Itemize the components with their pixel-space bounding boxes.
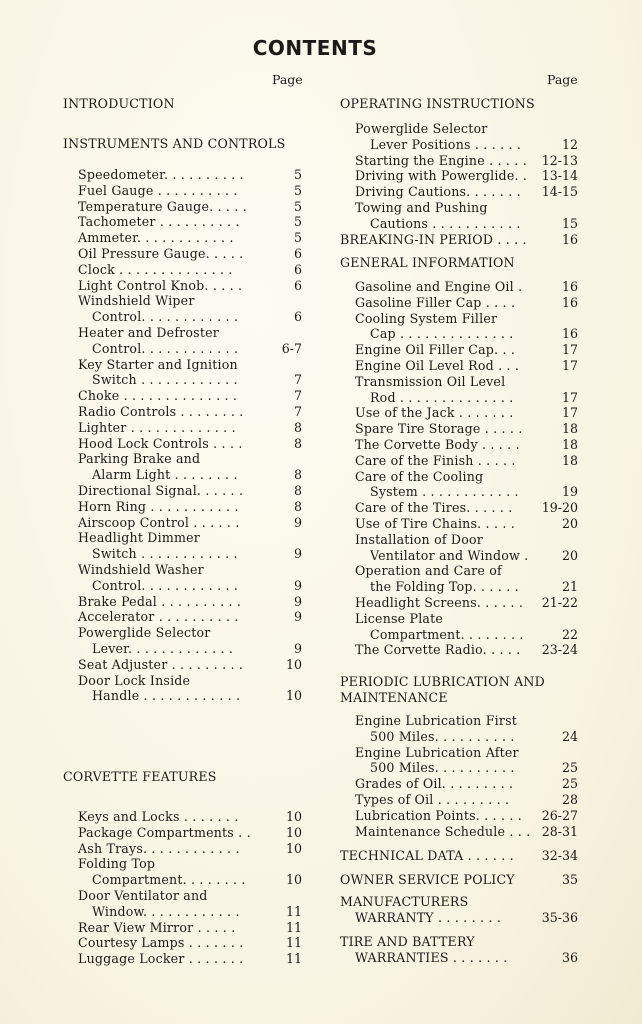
toc-entry: Starting the Engine . . . . .: [355, 152, 527, 168]
toc-entry: Choke . . . . . . . . . . . . . .: [78, 388, 238, 404]
section-heading: WARRANTY . . . . . . . .: [355, 909, 502, 925]
page-number: 5: [293, 214, 302, 230]
toc-entry-continuation: Control. . . . . . . . . . . .: [92, 340, 239, 356]
toc-entry-continuation: Compartment. . . . . . . .: [370, 626, 524, 642]
page-number: 6: [293, 277, 302, 293]
page-number: 10: [285, 840, 302, 856]
toc-entry-continuation: Cautions . . . . . . . . . . .: [370, 215, 521, 231]
toc-entry: Fuel Gauge . . . . . . . . . .: [78, 182, 238, 198]
section-heading: OPERATING INSTRUCTIONS: [340, 96, 535, 111]
page-number: 18: [561, 421, 578, 437]
page-number: 13-14: [541, 168, 578, 184]
section-heading: TECHNICAL DATA . . . . . .: [340, 848, 514, 863]
section-heading: INTRODUCTION: [63, 96, 175, 111]
page-number: 23-24: [541, 642, 578, 658]
page-column-header-left: Page: [272, 72, 303, 87]
page-number: 16: [561, 294, 578, 310]
toc-entry: Lubrication Points. . . . . .: [355, 807, 522, 823]
page-number: 22: [561, 626, 578, 642]
page-number: 11: [285, 951, 302, 967]
section-heading: TIRE AND BATTERY: [340, 934, 475, 949]
page-number: 11: [285, 919, 302, 935]
toc-entry: Driving with Powerglide. .: [355, 168, 528, 184]
toc-entry: Powerglide Selector: [78, 625, 211, 641]
toc-entry-continuation: System . . . . . . . . . . . .: [370, 484, 519, 500]
page-number: 21-22: [541, 595, 578, 610]
page-number: 7: [293, 388, 302, 404]
toc-entry: Driving Cautions. . . . . . .: [355, 184, 521, 200]
section-heading: GENERAL INFORMATION: [340, 255, 515, 270]
toc-entry: Tachometer . . . . . . . . . .: [78, 214, 240, 230]
page-number: 6-7: [281, 340, 302, 356]
toc-entry: Use of the Jack . . . . . . .: [355, 405, 514, 421]
toc-entry-continuation: Cap . . . . . . . . . . . . . .: [370, 326, 514, 342]
page-column-header-right: Page: [547, 72, 578, 87]
page-number: 8: [293, 419, 302, 435]
toc-entry-continuation: 500 Miles. . . . . . . . . .: [370, 760, 515, 776]
toc-entry: The Corvette Radio. . . . .: [355, 642, 521, 658]
toc-entry: Headlight Screens. . . . . .: [355, 595, 524, 610]
page-number: 25: [561, 760, 578, 776]
toc-entry-continuation: Compartment. . . . . . . .: [92, 872, 246, 888]
toc-entry: Cooling System Filler: [355, 310, 498, 326]
toc-entry-continuation: Alarm Light . . . . . . . .: [92, 467, 238, 483]
page-number: 16: [561, 279, 578, 294]
toc-entry: Headlight Dimmer: [78, 530, 200, 546]
page-number: 11: [285, 903, 302, 919]
toc-entry: Towing and Pushing: [355, 200, 488, 215]
page-number: 36: [561, 949, 578, 965]
page-number: 28-31: [541, 823, 578, 839]
page-number: 8: [293, 498, 302, 514]
toc-entry: Rear View Mirror . . . . .: [78, 919, 236, 935]
page-number: 17: [561, 389, 578, 405]
toc-entry: Ash Trays. . . . . . . . . . . .: [78, 840, 240, 856]
toc-entry: Maintenance Schedule . . .: [355, 823, 531, 839]
toc-entry: Accelerator . . . . . . . . . .: [78, 609, 239, 625]
toc-entry: Engine Oil Level Rod . . .: [355, 358, 520, 373]
toc-entry: Engine Lubrication After: [355, 744, 519, 760]
toc-entry: Operation and Care of: [355, 563, 502, 579]
page-number: 9: [293, 514, 302, 530]
toc-entry: Spare Tire Storage . . . . .: [355, 421, 523, 437]
toc-entry: Door Ventilator and: [78, 888, 208, 903]
toc-entry: Folding Top: [78, 856, 156, 872]
toc-entry-continuation: the Folding Top. . . . . .: [370, 579, 519, 595]
toc-entry: Windshield Wiper: [78, 293, 195, 309]
toc-entry-continuation: Ventilator and Window .: [370, 547, 529, 563]
page-number: 17: [561, 405, 578, 421]
page-number: 16: [561, 326, 578, 342]
page-number: 12-13: [541, 152, 578, 168]
toc-entry: Parking Brake and: [78, 451, 201, 467]
page-number: 9: [293, 609, 302, 625]
toc-entry: Transmission Oil Level: [355, 373, 506, 389]
toc-entry: Keys and Locks . . . . . . .: [78, 809, 239, 824]
page-number: 21: [561, 579, 578, 595]
section-heading: WARRANTIES . . . . . . .: [355, 949, 508, 965]
page-number: 6: [293, 261, 302, 277]
toc-entry: Gasoline Filler Cap . . . .: [355, 294, 516, 310]
page-number: 14-15: [541, 184, 578, 200]
section-heading: MANUFACTURERS: [340, 894, 469, 909]
toc-entry: Care of the Tires. . . . . .: [355, 500, 513, 516]
page-number: 10: [285, 809, 302, 824]
page-number: 20: [561, 547, 578, 563]
page-number: 24: [561, 728, 578, 744]
page-number: 9: [293, 546, 302, 562]
page-number: 6: [293, 246, 302, 261]
page-title: CONTENTS: [252, 36, 378, 60]
page-number: 19: [561, 484, 578, 500]
page-number: 19-20: [541, 500, 578, 516]
section-heading: INSTRUMENTS AND CONTROLS: [63, 136, 286, 151]
toc-entry-continuation: 500 Miles. . . . . . . . . .: [370, 728, 515, 744]
toc-entry: Powerglide Selector: [355, 121, 488, 136]
page-number: 26-27: [541, 807, 578, 823]
toc-entry: Oil Pressure Gauge. . . . .: [78, 246, 244, 261]
toc-entry: Hood Lock Controls . . . .: [78, 435, 243, 451]
page-number: 10: [285, 872, 302, 888]
toc-entry: Lighter . . . . . . . . . . . . .: [78, 419, 236, 435]
page-number: 15: [561, 215, 578, 231]
toc-entry: Care of the Finish . . . . .: [355, 452, 516, 468]
toc-entry: Radio Controls . . . . . . . .: [78, 404, 244, 419]
toc-entry: The Corvette Body . . . . .: [355, 437, 520, 452]
toc-entry-continuation: Window. . . . . . . . . . . .: [92, 903, 240, 919]
toc-entry: Temperature Gauge. . . . .: [78, 198, 247, 214]
toc-entry: Door Lock Inside: [78, 672, 191, 688]
page-number: 9: [293, 577, 302, 593]
page-number: 17: [561, 342, 578, 358]
toc-entry: License Plate: [355, 610, 444, 626]
page-number: 7: [293, 372, 302, 388]
toc-entry: Horn Ring . . . . . . . . . . .: [78, 498, 239, 514]
page-number: 8: [293, 483, 302, 498]
section-heading: MAINTENANCE: [340, 689, 448, 705]
page-number: 9: [293, 593, 302, 609]
page-number: 8: [293, 467, 302, 483]
toc-entry: Windshield Washer: [78, 562, 204, 577]
toc-entry: Speedometer. . . . . . . . . .: [78, 167, 244, 182]
toc-entry: Gasoline and Engine Oil .: [355, 279, 523, 294]
toc-entry: Types of Oil . . . . . . . . .: [355, 792, 510, 807]
toc-entry: Airscoop Control . . . . . .: [78, 514, 240, 530]
page-number: 9: [293, 641, 302, 656]
toc-entry-continuation: Lever Positions . . . . . .: [370, 136, 522, 152]
page-number: 5: [293, 198, 302, 214]
toc-entry: Key Starter and Ignition: [78, 356, 238, 372]
toc-entry: Heater and Defroster: [78, 325, 219, 340]
toc-entry: Use of Tire Chains. . . . .: [355, 516, 515, 531]
toc-entry: Grades of Oil. . . . . . . . .: [355, 776, 514, 792]
page-number: 25: [561, 776, 578, 792]
toc-entry: Installation of Door: [355, 531, 483, 547]
page-number: 5: [293, 230, 302, 246]
toc-entry-continuation: Control. . . . . . . . . . . .: [92, 309, 239, 325]
toc-entry: Luggage Locker . . . . . . .: [78, 951, 244, 967]
toc-entry: Directional Signal. . . . . .: [78, 483, 244, 498]
toc-entry-continuation: Control. . . . . . . . . . . .: [92, 577, 239, 593]
toc-entry-continuation: Rod . . . . . . . . . . . . . .: [370, 389, 514, 405]
page-number: 28: [561, 792, 578, 807]
toc-entry: Courtesy Lamps . . . . . . .: [78, 935, 244, 951]
page-number: 17: [561, 358, 578, 373]
page-number: 16: [561, 232, 578, 247]
page-number: 10: [285, 824, 302, 840]
toc-entry-continuation: Switch . . . . . . . . . . . .: [92, 372, 238, 388]
toc-entry: Care of the Cooling: [355, 468, 484, 484]
toc-entry: Seat Adjuster . . . . . . . . .: [78, 656, 244, 672]
page-number: 35: [561, 872, 578, 887]
section-heading: BREAKING-IN PERIOD . . . .: [340, 232, 527, 247]
page-number: 11: [285, 935, 302, 951]
toc-entry: Light Control Knob. . . . .: [78, 277, 243, 293]
page-number: 10: [285, 688, 302, 704]
page-number: 35-36: [541, 909, 578, 925]
page-number: 18: [561, 437, 578, 452]
toc-entry: Ammeter. . . . . . . . . . . .: [78, 230, 234, 246]
section-heading: OWNER SERVICE POLICY: [340, 872, 515, 887]
toc-entry-continuation: Switch . . . . . . . . . . . .: [92, 546, 238, 562]
toc-entry: Engine Oil Filler Cap. . .: [355, 342, 516, 358]
page-number: 20: [561, 516, 578, 531]
page-number: 32-34: [541, 848, 578, 863]
page-number: 5: [293, 182, 302, 198]
page-number: 6: [293, 309, 302, 325]
toc-entry: Package Compartments . .: [78, 824, 251, 840]
toc-entry-continuation: Lever. . . . . . . . . . . . .: [92, 641, 234, 656]
page-number: 8: [293, 435, 302, 451]
toc-entry: Brake Pedal . . . . . . . . . .: [78, 593, 242, 609]
toc-entry-continuation: Handle . . . . . . . . . . . .: [92, 688, 241, 704]
page-number: 5: [293, 167, 302, 182]
section-heading: CORVETTE FEATURES: [63, 769, 217, 784]
page-number: 12: [561, 136, 578, 152]
toc-entry: Engine Lubrication First: [355, 713, 518, 728]
page-number: 7: [293, 404, 302, 419]
section-heading: PERIODIC LUBRICATION AND: [340, 674, 545, 689]
page-number: 10: [285, 656, 302, 672]
toc-entry: Clock . . . . . . . . . . . . . .: [78, 261, 233, 277]
page-number: 18: [561, 452, 578, 468]
